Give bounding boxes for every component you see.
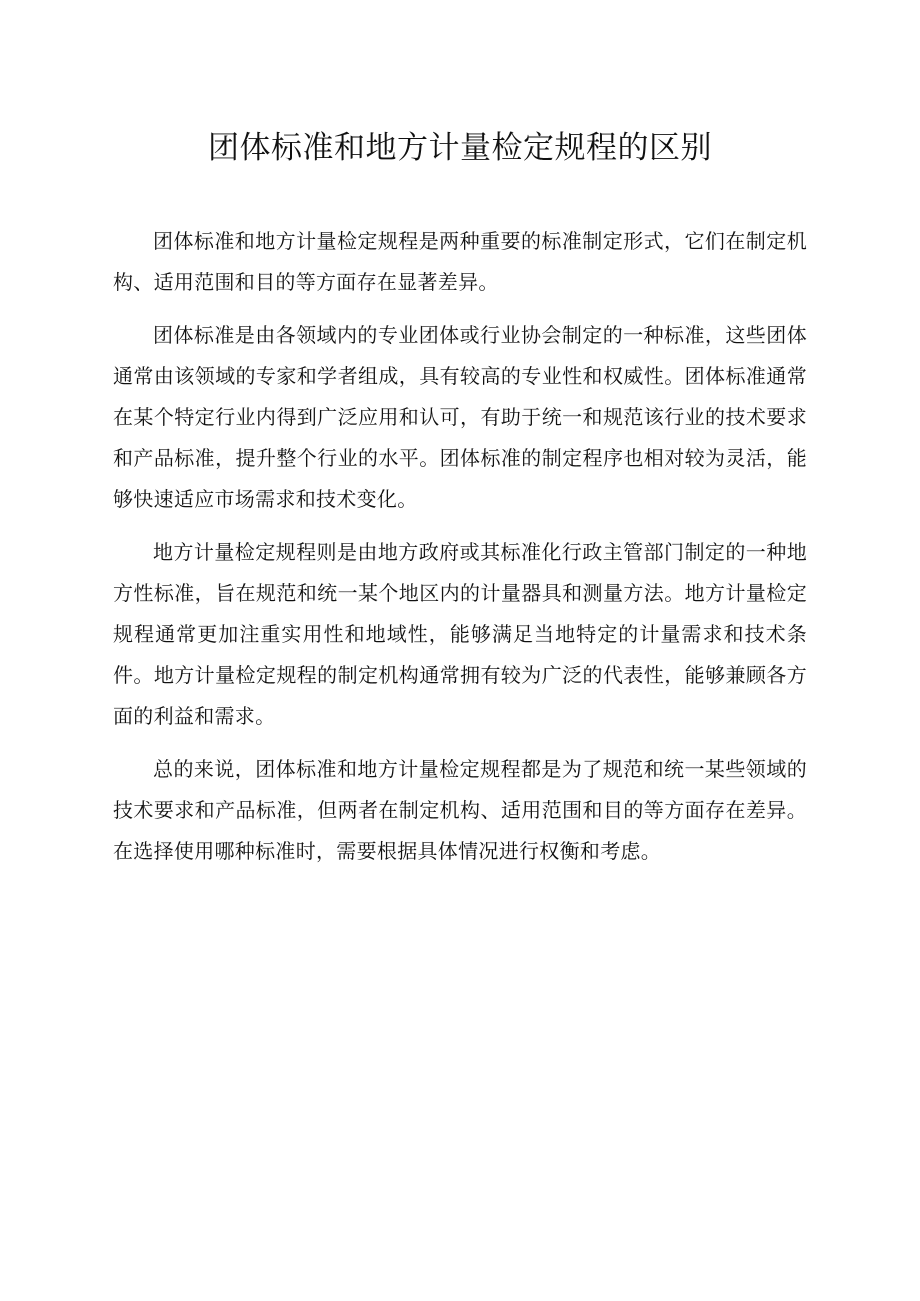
paragraph-local-regulation: 地方计量检定规程则是由地方政府或其标准化行政主管部门制定的一种地方性标准，旨在规范和统一某个地区内的计量器具和测量方法。地方计量检定规程通常更加注重实用性和地域性，能够满足当地特定的计量需求和技术条件。地方计量检定规程的制定机构通常拥有较为广泛的代表性，能够兼顾各方面的利益和需求。 xyxy=(113,540,807,728)
paragraph-group-standard: 团体标准是由各领域内的专业团体或行业协会制定的一种标准，这些团体通常由该领域的专家和学者组成，具有较高的专业性和权威性。团体标准通常在某个特定行业内得到广泛应用和认可，有助于统一和规范该行业的技术要求和产品标准，提升整个行业的水平。团体标准的制定程序也相对较为灵活，能够快速适应市场需求和技术变化。 xyxy=(113,323,807,511)
document-title: 团体标准和地方计量检定规程的区别 xyxy=(208,130,712,166)
paragraph-intro: 团体标准和地方计量检定规程是两种重要的标准制定形式，它们在制定机构、适用范围和目的等方面存在显著差异。 xyxy=(113,229,807,294)
paragraph-conclusion: 总的来说，团体标准和地方计量检定规程都是为了规范和统一某些领域的技术要求和产品标准，但两者在制定机构、适用范围和目的等方面存在差异。在选择使用哪种标准时，需要根据具体情况进行权衡和考虑。 xyxy=(113,757,807,863)
document-body xyxy=(113,221,807,884)
